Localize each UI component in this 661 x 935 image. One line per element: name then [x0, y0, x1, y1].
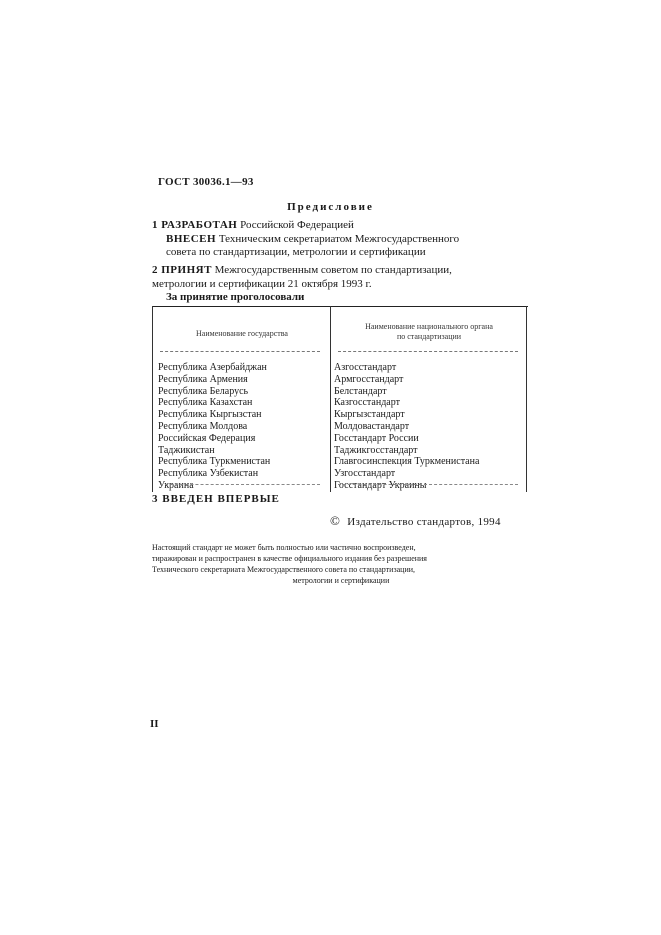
page-number: II: [150, 718, 159, 730]
table-row-state: Республика Узбекистан: [158, 468, 259, 480]
column-header-body: [336, 322, 522, 342]
state-column: [158, 362, 328, 492]
section2-line2: метрологии и сертификации 21 октября 1993 г.: [152, 277, 372, 290]
standard-code: ГОСТ 30036.1—93: [158, 176, 254, 188]
table-row-body: Кыргызстандарт: [334, 409, 405, 421]
page-title: Предисловие: [287, 201, 374, 213]
table-row-state: Республика Кыргызстан: [158, 409, 262, 421]
section-adopted: [152, 264, 532, 305]
section1-introduced-line1: Техническим секретариатом Межгосударственного: [218, 232, 460, 245]
column-header-state: Наименование государства: [196, 329, 288, 338]
notice-line3: Технического секретариата Межгосударственного совета по стандартизации,: [152, 565, 416, 574]
voting-table: [152, 306, 528, 492]
table-row-body: Белстандарт: [334, 385, 387, 397]
column-header-body-line2: по стандартизации: [396, 332, 462, 341]
table-row-state: Таджикистан: [158, 444, 215, 456]
table-row-body: Казгосстандарт: [334, 397, 400, 409]
header-divider-left: [160, 351, 320, 352]
section1-introduced-line2: совета по стандартизации, метрологии и сертификации: [166, 246, 426, 258]
section1-introduced-label: ВНЕСЕН: [166, 232, 217, 245]
table-row-body: Главгосинспекция Туркменистана: [334, 456, 480, 468]
section2-line3: За принятие проголосовали: [166, 291, 305, 303]
table-right-rule: [526, 306, 527, 492]
table-bottom-divider-right: [338, 484, 518, 485]
header-divider-right: [338, 351, 518, 352]
notice-line4: метрологии и сертификации: [292, 576, 390, 585]
section1-developer: Российской Федерацией: [240, 219, 354, 231]
table-bottom-divider-left: [160, 484, 320, 485]
column-header-body-line1: Наименование национального органа: [365, 322, 493, 331]
table-row-body: Узгосстандарт: [334, 468, 396, 480]
section3-label: 3 ВВЕДЕН ВПЕРВЫЕ: [152, 493, 280, 505]
table-row-body: Азгосстандарт: [334, 362, 397, 373]
table-row-state: Республика Армения: [158, 373, 248, 385]
body-column: [334, 362, 524, 492]
table-left-rule: [152, 306, 153, 492]
copyright-notice: [330, 513, 501, 529]
notice-line1: Настоящий стандарт не может быть полностью или частично воспроизведен,: [152, 543, 416, 552]
section1-label: 1 РАЗРАБОТАН: [152, 219, 238, 231]
table-row-body: Госстандарт России: [334, 432, 419, 444]
table-top-rule: [152, 306, 528, 307]
section2-label: 2 ПРИНЯТ: [152, 264, 212, 276]
table-row-state: Украина: [158, 479, 194, 491]
table-row-state: Республика Беларусь: [158, 385, 249, 397]
reproduction-notice: [152, 542, 530, 586]
table-row-state: Республика Туркменистан: [158, 456, 271, 468]
table-row-body: Таджикгосстандарт: [334, 444, 418, 456]
copyright-symbol: ©: [330, 513, 341, 528]
notice-line2: тиражирован и распространен в качестве официального издания без разрешения: [152, 554, 427, 563]
table-mid-rule: [330, 306, 331, 492]
section-developed: [152, 219, 532, 260]
table-row-body: Госстандарт Украины: [334, 479, 427, 491]
table-row-body: Молдовастандарт: [334, 420, 410, 432]
section2-line1: Межгосударственным советом по стандартизации,: [214, 264, 452, 276]
table-row-state: Республика Азербайджан: [158, 362, 267, 373]
copyright-text: Издательство стандартов, 1994: [347, 516, 501, 528]
table-row-state: Республика Казахстан: [158, 397, 253, 409]
table-row-state: Республика Молдова: [158, 420, 248, 432]
table-row-state: Российская Федерация: [158, 432, 256, 444]
table-row-body: Армгосстандарт: [334, 373, 404, 385]
